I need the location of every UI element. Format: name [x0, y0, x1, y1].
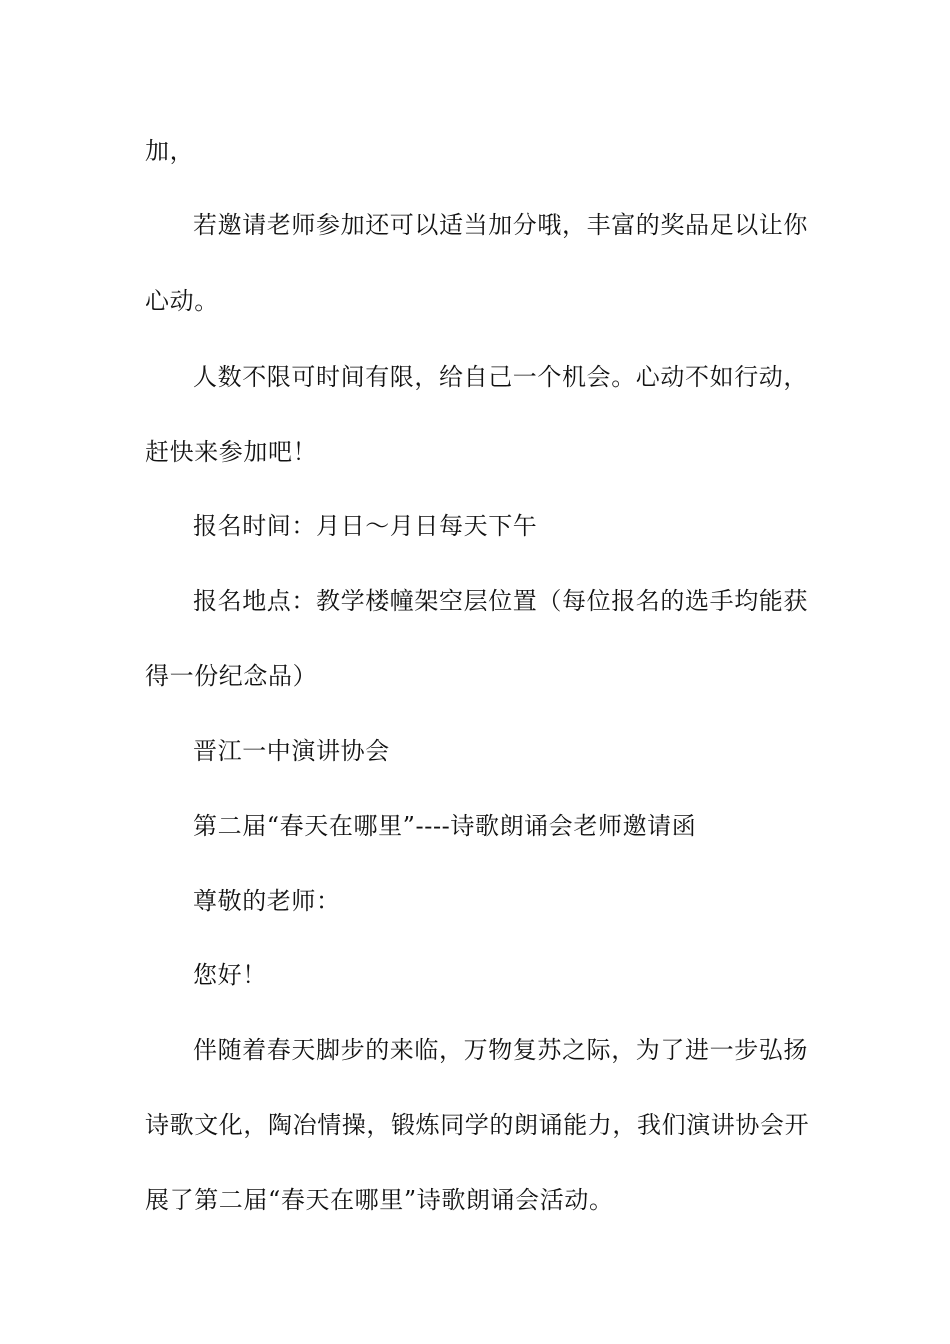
text-line: 诗歌文化，陶冶情操，锻炼同学的朗诵能力，我们演讲协会开	[145, 1111, 810, 1139]
text-line: 加，	[145, 137, 195, 165]
registration-location: 报名地点：教学楼幢架空层位置（每位报名的选手均能获	[193, 587, 808, 615]
text-line: 展了第二届“春天在哪里”诗歌朗诵会活动。	[145, 1186, 614, 1214]
salutation: 尊敬的老师：	[193, 887, 341, 915]
text-line: 得一份纪念品）	[145, 662, 318, 690]
organizer-name: 晋江一中演讲协会	[193, 737, 390, 765]
invitation-title: 第二届“春天在哪里”----诗歌朗诵会老师邀请函	[193, 812, 697, 840]
paragraph-line: 若邀请老师参加还可以适当加分哦，丰富的奖品足以让你	[193, 211, 808, 239]
paragraph-line: 伴随着春天脚步的来临，万物复苏之际，为了进一步弘扬	[193, 1036, 808, 1064]
paragraph-line: 人数不限可时间有限，给自己一个机会。心动不如行动，	[193, 363, 808, 391]
text-line: 赶快来参加吧！	[145, 438, 318, 466]
registration-time: 报名时间：月日～月日每天下午	[193, 512, 538, 540]
text-line: 心动。	[145, 287, 219, 315]
greeting: 您好！	[193, 961, 267, 989]
